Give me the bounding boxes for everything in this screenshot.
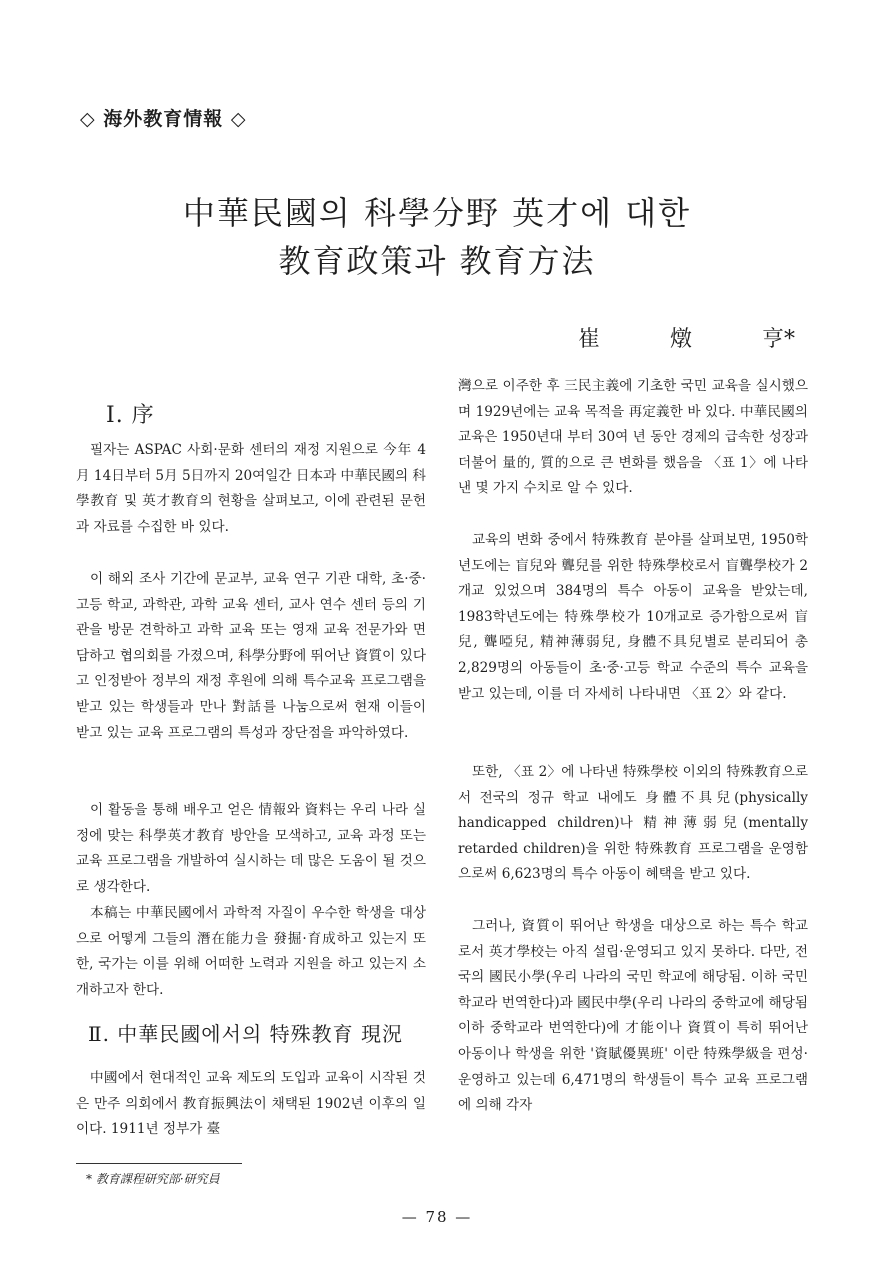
left-paragraph-1: 필자는 ASPAC 사회·문화 센터의 재정 지원으로 今年 4月 14日부터 5月 5日까지 20여일간 日本과 中華民國의 科學教育 및 英才教育의 현황을 살펴보고, 이에 관련된 문헌과 자료를 수집한 바 있다.	[76, 442, 426, 535]
section-2-heading: Ⅱ. 中華民國에서의 特殊教育 現況	[88, 1022, 403, 1046]
right-paragraph-2: 교육의 변화 중에서 特殊教育 분야를 살펴보면, 1950학년도에는 盲兒와 聾兒를 위한 特殊學校로서 盲聾學校가 2개교 있었으며 384명의 특수 아동이 교육을 받았는데, 1983학년도에는 特殊學校가 10개교로 증가함으로써 盲兒, 聾啞兒, 精神薄弱兒, 身體不具兒별로 분리되어 총 2,829명의 아동들이 초·중·고등 학교 수준의 특수 교육을 받고 있는데, 이를 더 자세히 나타내면 〈표 2〉와 같다.	[458, 532, 808, 702]
footnote: * 教育課程研究部·研究員	[86, 1172, 220, 1186]
footnote-divider	[76, 1163, 242, 1164]
section-tag: ◇ 海外教育情報 ◇	[80, 108, 247, 130]
left-paragraph-2: 이 해외 조사 기간에 문교부, 교육 연구 기관 대학, 초·중·고등 학교, 과학관, 과학 교육 센터, 교사 연수 센터 등의 기관을 방문 견학하고 과학 교육 또는 영재 교육 전문가와 면담하고 협의회를 가졌으며, 科學分野에 뛰어난 資質이 있다고 인정받아 정부의 재정 후원에 의해 특수교육 프로그램을 받고 있는 학생들과 만나 對話를 나눔으로써 현재 이들이 받고 있는 교육 프로그램의 특성과 장단점을 파악하였다.	[76, 571, 426, 741]
right-paragraph-3: 또한, 〈표 2〉에 나타낸 特殊學校 이외의 特殊教育으로서 전국의 정규 학교 내에도 身體不具兒(physically handicapped children)나 精神薄弱兒(mentally retarded children)을 위한 特殊教育 프로그램을 운영함으로써 6,623명의 특수 아동이 혜택을 받고 있다.	[458, 764, 808, 883]
right-paragraph-4: 그러나, 資質이 뛰어난 학생을 대상으로 하는 특수 학교로서 英才學校는 아직 설립·운영되고 있지 못하다. 다만, 전국의 國民小學(우리 나라의 국민 학교에 해당됨. 이하 국민 학교라 번역한다)과 國民中學(우리 나라의 중학교에 해당됨 이하 중학교라 번역한다)에 才能이나 資質이 특히 뛰어난 아동이나 학생을 위한 '資賦優異班' 이란 特殊學級을 편성·운영하고 있는데 6,471명의 학생들이 특수 교육 프로그램에 의해 각자	[458, 918, 808, 1114]
author-name	[578, 322, 795, 353]
page-number: — 78 —	[401, 1208, 473, 1226]
left-paragraph-4: 本稿는 中華民國에서 과학적 자질이 우수한 학생을 대상으로 어떻게 그들의 潛在能力을 發掘·育成하고 있는지 또한, 국가는 이를 위해 어떠한 노력과 지원을 하고 있는지 소개하고자 한다.	[76, 905, 426, 998]
article-title-line-1: 中華民國의 科學分野 英才에 대한	[182, 194, 692, 232]
author-char-2: 燉	[670, 327, 693, 352]
left-paragraph-3: 이 활동을 통해 배우고 얻은 情報와 資料는 우리 나라 실정에 맞는 科學英才教育 방안을 모색하고, 교육 과정 또는 교육 프로그램을 개발하여 실시하는 데 많은 도움이 될 것으로 생각한다.	[76, 802, 426, 895]
section-1-heading: Ⅰ. 序	[106, 403, 155, 428]
right-paragraph-1: 灣으로 이주한 후 三民主義에 기초한 국민 교육을 실시했으며 1929년에는 교육 목적을 再定義한 바 있다. 中華民國의 교육은 1950년대 부터 30여 년 동안 경제의 급속한 성장과 더불어 量的, 質的으로 큰 변화를 했음을 〈표 1〉에 나타낸 몇 가지 수치로 알 수 있다.	[458, 378, 808, 497]
article-title-line-2: 教育政策과 教育方法	[278, 242, 596, 280]
left-paragraph-5: 中國에서 현대적인 교육 제도의 도입과 교육이 시작된 것은 만주 의회에서 教育振興法이 채택된 1902년 이후의 일이다. 1911년 정부가 臺	[76, 1070, 426, 1138]
author-char-1: 崔	[578, 327, 601, 352]
author-char-3: 亨*	[762, 327, 796, 352]
